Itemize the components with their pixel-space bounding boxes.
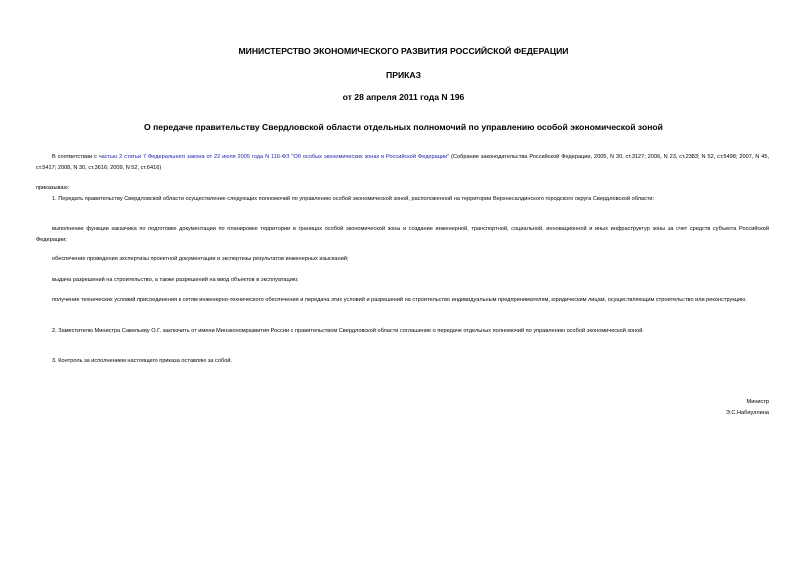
order-date: от 28 апреля 2011 года N 196 — [342, 92, 465, 102]
signature-position: Министр — [746, 399, 769, 405]
item-3-paragraph: 3. Контроль за исполнением настоящего приказа оставляю за собой. — [52, 358, 233, 364]
ministry-heading: МИНИСТЕРСТВО ЭКОНОМИЧЕСКОГО РАЗВИТИЯ РОССИЙСКОЙ ФЕДЕРАЦИИ — [238, 46, 569, 56]
law-link[interactable]: частью 2 статьи 7 Федерального закона от 22 июля 2005 года N 116-ФЗ "Об особых экономических зонах в Российской Федерации" — [98, 154, 450, 160]
order-word: приказываю: — [36, 185, 70, 191]
preamble-tail: (Собрание законодательства Российской Федерации, 2005, N 30, ст.3127; 2006, N 23, ст.2383; N 52, ст.5498; 2007, N 45, ст.5417; 2008, N 30, ст.3616; 2009, N 52, ст.6416) — [36, 154, 769, 171]
item-1-paragraph: 1. Передать правительству Свердловской области осуществление следующих полномочий по управлению особой экономической зоной, расположенной на территории Верхнесалдинского городского округа Свердловской области: — [52, 196, 655, 202]
item-1c-paragraph: выдача разрешений на строительство, а также разрешений на ввод объектов в эксплуатацию; — [52, 277, 299, 283]
preamble-paragraph — [36, 152, 769, 173]
signature-name: Э.С.Набиуллина — [725, 409, 769, 416]
order-heading: ПРИКАЗ — [386, 70, 421, 80]
preamble-lead: В соответствии с — [52, 154, 99, 160]
item-1a-paragraph: выполнение функции заказчика по подготовке документации по планировке территории в границах особой экономической зоны и создание инженерной, транспортной, социальной, инновационной и иных инфраструктур зоны за счет средств субъекта Российской Федерации; — [36, 226, 769, 243]
item-1b-paragraph: обеспечение проведения экспертизы проектной документации и экспертизы результатов инженерных изысканий; — [52, 256, 349, 262]
order-subject: О передаче правительству Свердловской области отдельных полномочий по управлению особой экономической зоной — [144, 122, 663, 132]
signature-block — [726, 397, 769, 418]
item-2-paragraph: 2. Заместителю Министра Савельеву О.Г. заключить от имени Минэкономразвития России с правительством Свердловской области соглашение о передаче отдельных полномочий по управлению особой экономической зоной. — [52, 328, 644, 334]
item-1d-paragraph: получение технических условий присоединения к сетям инженерно-технического обеспечения и передача этих условий и разрешений на строительство индивидуальным предпринимателям, юридическим лицам, осуществляющим строительство или реконструкцию. — [52, 297, 747, 303]
